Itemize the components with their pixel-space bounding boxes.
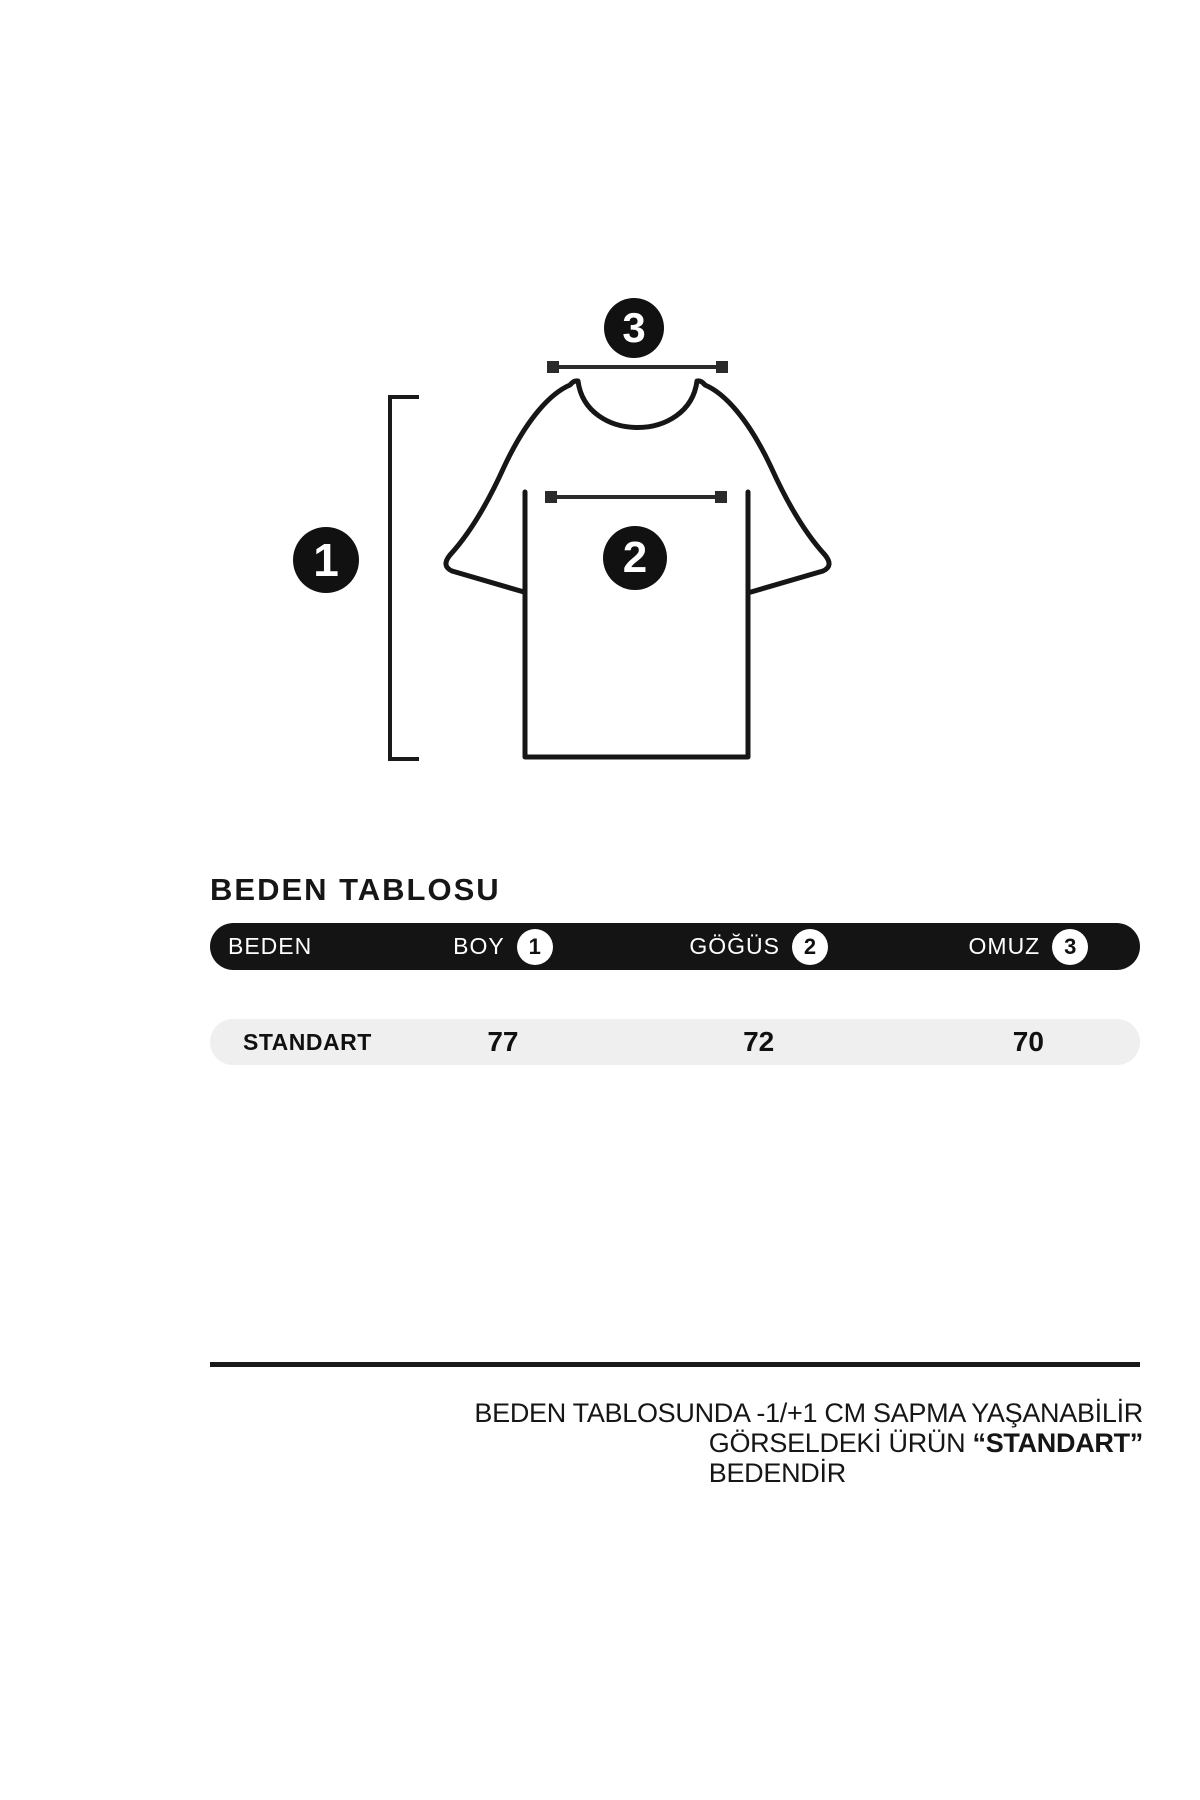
col-header-beden bbox=[210, 933, 405, 960]
measure-badge-2: 2 bbox=[603, 526, 667, 590]
col-header-gogus bbox=[601, 929, 917, 965]
col-header-omuz bbox=[917, 929, 1140, 965]
cell-omuz-value: 70 bbox=[1012, 1026, 1044, 1057]
footer-line-3: BEDENDİR bbox=[708, 1458, 846, 1488]
col-header-boy bbox=[405, 929, 600, 965]
length-bracket bbox=[390, 397, 419, 759]
size-table-header-row bbox=[210, 923, 1140, 970]
measure-badge-1: 1 bbox=[293, 527, 359, 593]
col-header-beden-label: BEDEN bbox=[228, 933, 313, 959]
measure-badge-3: 3 bbox=[604, 298, 664, 358]
shoulder-measure-line bbox=[547, 361, 728, 373]
footer-line-2-text: GÖRSELDEKİ ÜRÜN bbox=[708, 1428, 973, 1458]
chest-measure-line bbox=[545, 491, 727, 503]
footer-note bbox=[474, 1398, 1143, 1488]
col-header-boy-label: BOY bbox=[453, 933, 505, 959]
col-header-omuz-badge: 3 bbox=[1052, 929, 1088, 965]
col-header-gogus-badge: 2 bbox=[792, 929, 828, 965]
cell-size-name: STANDART bbox=[243, 1028, 372, 1055]
cell-boy-value: 77 bbox=[487, 1026, 519, 1057]
col-header-boy-badge: 1 bbox=[517, 929, 553, 965]
size-table-data-row bbox=[210, 1019, 1140, 1065]
cell-gogus-value: 72 bbox=[743, 1026, 775, 1057]
col-header-gogus-label: GÖĞÜS bbox=[689, 933, 780, 959]
footer-divider bbox=[210, 1362, 1140, 1367]
footer-line-2-3 bbox=[709, 1428, 1143, 1488]
size-chart-title: BEDEN TABLOSU bbox=[210, 872, 501, 907]
footer-line-2-bold: “STANDART” bbox=[972, 1428, 1143, 1458]
col-header-omuz-label: OMUZ bbox=[968, 933, 1041, 959]
footer-line-1: BEDEN TABLOSUNDA -1/+1 CM SAPMA YAŞANABİLİR bbox=[474, 1398, 1143, 1428]
